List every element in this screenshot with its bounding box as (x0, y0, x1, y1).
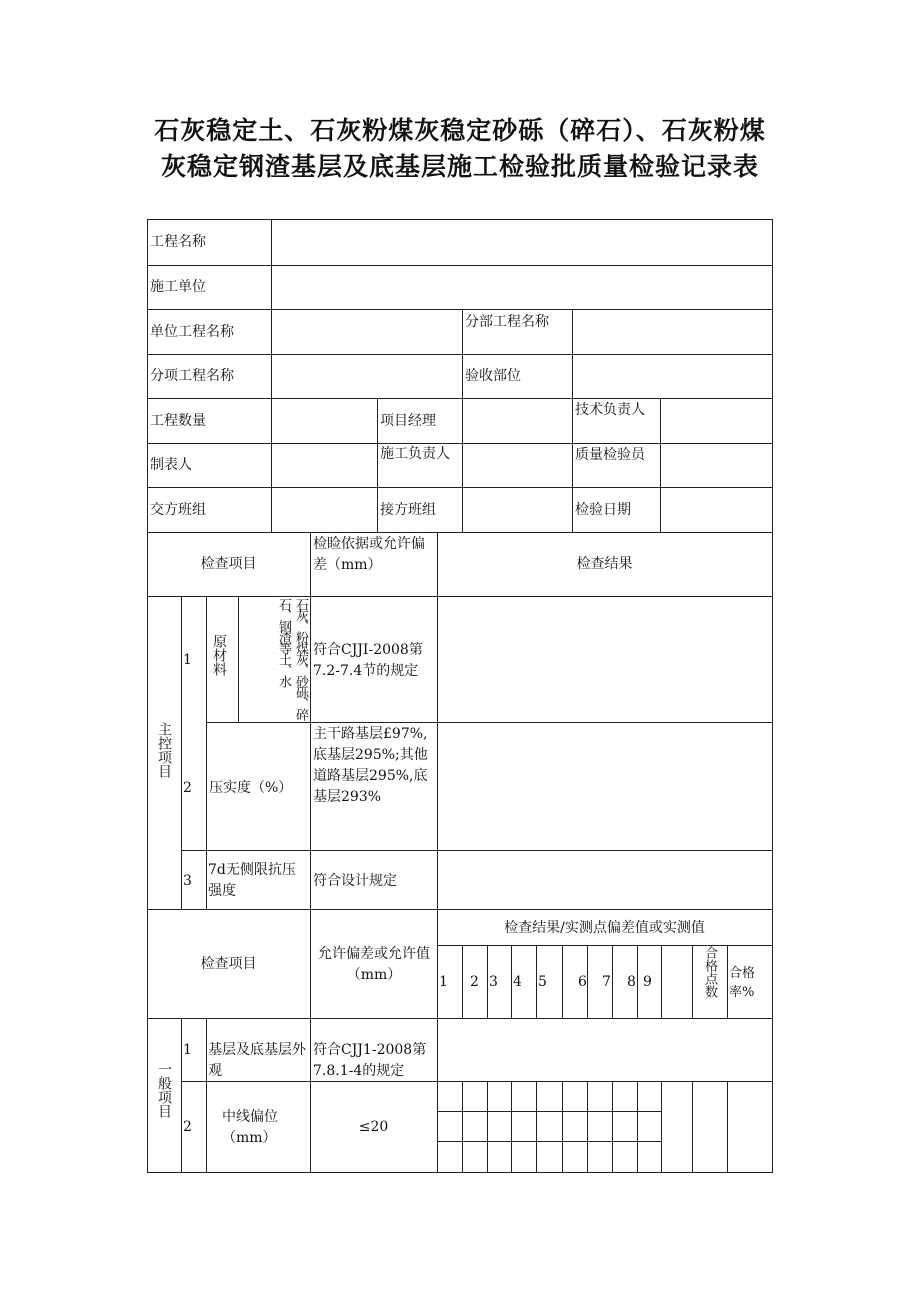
main-basis-label: 检睑依据或允许偏差（mm） (313, 536, 425, 573)
point-number: 2 (470, 974, 479, 990)
point-number: 8 (627, 974, 636, 990)
col-line (437, 532, 438, 1173)
constructor-label: 施工单位 (150, 279, 206, 295)
col-line (462, 309, 463, 532)
col-line (562, 1081, 563, 1173)
col-line (661, 945, 662, 1018)
construction-lead-label: 施工负责人 (380, 446, 450, 462)
quantity-label: 工程数量 (150, 413, 206, 429)
col-line (637, 945, 638, 1018)
col-line (181, 1018, 182, 1173)
row-line (147, 909, 773, 910)
point-number: 3 (489, 974, 498, 990)
item-project-label: 分项工程名称 (150, 368, 234, 384)
row-line (206, 722, 773, 723)
col-line (462, 1081, 463, 1173)
row-line (147, 309, 773, 310)
col-line (310, 532, 311, 1173)
row-line (147, 1018, 773, 1019)
pass-rate-label: 合格率% (729, 966, 756, 1000)
general-allow-label: 允许偏差或允许值（mm） (318, 946, 430, 983)
main-item-1-name: 原材料 (211, 634, 227, 676)
main-item-3-basis: 符合设计规定 (313, 873, 397, 889)
main-item-2-basis: 主干路基层£97%,底基层295%;其他道路基层295%,底基层293% (313, 726, 428, 805)
main-group-label: 主控项目 (156, 722, 172, 778)
pm-label: 项目经理 (380, 413, 436, 429)
row-line (147, 487, 773, 488)
tech-lead-label: 技术负责人 (575, 402, 645, 418)
main-item-1-materials: 石灰、粉煤灰、砂砾、碎石、钢渣等土、水 (276, 598, 308, 719)
col-line (692, 1081, 693, 1173)
point-number: 1 (439, 974, 448, 990)
row-line (437, 1111, 662, 1112)
row-line (147, 532, 773, 533)
col-line (727, 1081, 728, 1173)
row-line (147, 443, 773, 444)
general-item-1-basis: 符合CJJ1-2008第7.8.1-4的规定 (313, 1042, 427, 1079)
col-line (536, 1081, 537, 1173)
general-item-1-no: 1 (183, 1042, 192, 1058)
row-line (147, 596, 773, 597)
inspection-date-label: 检验日期 (575, 502, 631, 518)
general-check-item-label: 检查项目 (200, 956, 257, 972)
col-line (181, 596, 182, 909)
sub-project-label: 分部工程名称 (465, 314, 549, 330)
row-line (437, 1141, 662, 1142)
point-number: 9 (643, 974, 652, 990)
main-result-label: 检查结果 (576, 556, 633, 572)
table-border-left (147, 219, 148, 1173)
col-line (637, 1081, 638, 1173)
point-number: 7 (602, 974, 611, 990)
col-line (206, 1018, 207, 1173)
col-line (377, 398, 378, 532)
quality-inspector-label: 质量检验员 (575, 447, 645, 463)
row-line (147, 265, 773, 266)
row-line (147, 398, 773, 399)
general-item-2-name: 中线偏位（mm） (222, 1109, 278, 1146)
col-line (660, 398, 661, 532)
point-number: 5 (538, 974, 547, 990)
general-result-label: 检查结果/实测点偏差值或实测值 (504, 920, 705, 936)
acceptance-part-label: 验收部位 (465, 368, 521, 384)
table-border-bottom (147, 1172, 773, 1173)
general-group-label: 一般项目 (156, 1062, 172, 1118)
general-item-2-no: 2 (183, 1119, 192, 1135)
table-border-right (772, 219, 773, 1173)
col-line (206, 596, 207, 909)
pass-points-label: 合格点数 (702, 946, 717, 998)
main-item-3-name: 7d无侧限抗压强度 (208, 862, 296, 899)
main-item-2-name: 压实度（%） (209, 780, 293, 796)
col-line (271, 219, 272, 532)
point-number: 6 (578, 974, 587, 990)
col-line (587, 1081, 588, 1173)
main-item-1-basis: 符合CJJI-2008第7.2-7.4节的规定 (313, 642, 423, 679)
general-item-1-name: 基层及底基层外观 (208, 1042, 306, 1079)
col-line (536, 945, 537, 1018)
unit-project-label: 单位工程名称 (150, 324, 234, 340)
main-item-1-no: 1 (183, 652, 192, 668)
document-title: 石灰稳定土、石灰粉煤灰稳定砂砾（碎石）、石灰粉煤灰稳定钢渣基层及底基层施工检验批质量检验记录表 (154, 116, 766, 181)
col-line (612, 945, 613, 1018)
col-line (562, 945, 563, 1018)
col-line (587, 945, 588, 1018)
point-number: 4 (513, 974, 522, 990)
row-line (181, 850, 773, 851)
col-line (511, 945, 512, 1018)
main-item-3-no: 3 (183, 873, 192, 889)
main-item-2-no: 2 (183, 780, 192, 796)
col-line (612, 1081, 613, 1173)
general-item-2-basis: ≤20 (358, 1119, 389, 1135)
col-line (487, 1081, 488, 1173)
col-line (727, 945, 728, 1018)
col-line (511, 1081, 512, 1173)
col-line (238, 596, 239, 722)
col-line (572, 309, 573, 532)
row-line (147, 354, 773, 355)
col-line (487, 945, 488, 1018)
handover-team-label: 交方班组 (150, 502, 206, 518)
project-name-label: 工程名称 (150, 234, 206, 250)
tabulator-label: 制表人 (150, 457, 192, 473)
col-line (661, 1081, 662, 1173)
main-check-item-label: 检查项目 (200, 556, 257, 572)
table-border-top (147, 219, 773, 220)
receiving-team-label: 接方班组 (380, 502, 436, 518)
col-line (692, 945, 693, 1018)
col-line (462, 945, 463, 1018)
